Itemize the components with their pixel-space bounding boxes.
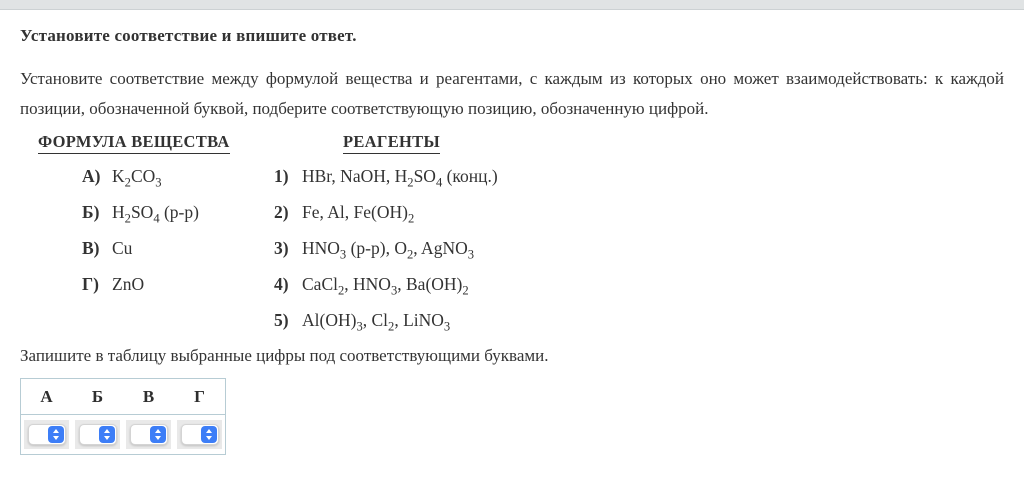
question-content: [0, 11, 1024, 455]
chevron-up-icon: [53, 429, 59, 433]
formula-item-row: [82, 266, 199, 302]
reagents-column-header: РЕАГЕНТЫ: [343, 132, 440, 154]
reagent-item-label: 1): [274, 165, 289, 186]
reagent-item-text: $Al(OH)_3$, $Cl_2$, LiNO$_3$: [302, 309, 451, 333]
up-down-stepper-icon: [150, 426, 166, 443]
answer-note: Запишите в таблицу выбранные цифры под соответствующими буквами.: [20, 346, 549, 365]
formula-item-label: Б): [82, 201, 100, 222]
question-instruction: Установите соответствие между формулой вещества и реагентами, с каждым из которых оно может взаимодействовать: к каждой позиции, обозначенной буквой, подберите соответствующую позицию, обозначенную цифрой.: [20, 69, 1004, 118]
answer-table-header-cell-v: В: [142, 386, 155, 406]
reagent-item-row: [274, 302, 498, 338]
reagent-item-row: [274, 230, 498, 266]
answer-cell-g: [174, 420, 225, 449]
formula-item-text: Cu: [112, 237, 133, 258]
formula-item-label: Г): [82, 273, 99, 294]
chevron-down-icon: [53, 436, 59, 440]
formula-item-text: $H_2SO_4$ (р-р): [112, 201, 199, 225]
reagent-item-row: [274, 194, 498, 230]
answer-cell-b: [72, 420, 123, 449]
select-tray: [24, 420, 69, 449]
reagent-item-text: CaCl$_2$, $HNO_3$, $Ba(OH)_2$: [302, 273, 469, 297]
up-down-stepper-icon: [48, 426, 64, 443]
reagent-item-label: 4): [274, 273, 289, 294]
up-down-stepper-icon: [201, 426, 217, 443]
answer-select-a[interactable]: [28, 424, 66, 445]
answer-table-header-cell-a: А: [40, 386, 53, 406]
formula-item-label: А): [82, 165, 101, 186]
reagent-item-text: Fe, Al, $Fe(OH)_2$: [302, 201, 415, 225]
formula-item-text: $K_2CO_3$: [112, 165, 162, 189]
reagent-item-text: HBr, NaOH, $H_2SO_4$ (конц.): [302, 165, 498, 189]
answer-cell-a: [21, 420, 72, 449]
top-bar: [0, 0, 1024, 10]
select-tray: [126, 420, 171, 449]
chevron-down-icon: [206, 436, 212, 440]
reagent-item-row: [274, 158, 498, 194]
answer-table-header-row: [21, 379, 225, 415]
answer-select-b[interactable]: [79, 424, 117, 445]
formula-column: [82, 158, 199, 302]
reagent-item-row: [274, 266, 498, 302]
answer-cell-v: [123, 420, 174, 449]
answer-table-input-row: [21, 415, 225, 454]
chevron-down-icon: [155, 436, 161, 440]
question-title: Установите соответствие и впишите ответ.: [20, 26, 357, 45]
reagent-item-text: $HNO_3$ (р-р), $O_2$, AgNO$_3$: [302, 237, 475, 261]
answer-table-header-cell-g: Г: [194, 386, 205, 406]
reagent-item-label: 3): [274, 237, 289, 258]
up-down-stepper-icon: [99, 426, 115, 443]
matching-area: [20, 124, 1004, 346]
reagents-column: [274, 158, 498, 338]
formula-item-text: ZnO: [112, 273, 145, 294]
answer-select-v[interactable]: [130, 424, 168, 445]
formula-column-header: ФОРМУЛА ВЕЩЕСТВА: [38, 132, 230, 154]
select-tray: [177, 420, 222, 449]
reagent-item-label: 5): [274, 309, 289, 330]
select-tray: [75, 420, 120, 449]
answer-table-header-cell-b: Б: [91, 386, 104, 406]
formula-item-row: [82, 158, 199, 194]
chevron-up-icon: [155, 429, 161, 433]
chevron-up-icon: [104, 429, 110, 433]
reagent-item-label: 2): [274, 201, 289, 222]
answer-select-g[interactable]: [181, 424, 219, 445]
formula-item-row: [82, 194, 199, 230]
chevron-down-icon: [104, 436, 110, 440]
chevron-up-icon: [206, 429, 212, 433]
formula-item-row: [82, 230, 199, 266]
formula-item-label: В): [82, 237, 100, 258]
answer-table: [20, 378, 226, 455]
